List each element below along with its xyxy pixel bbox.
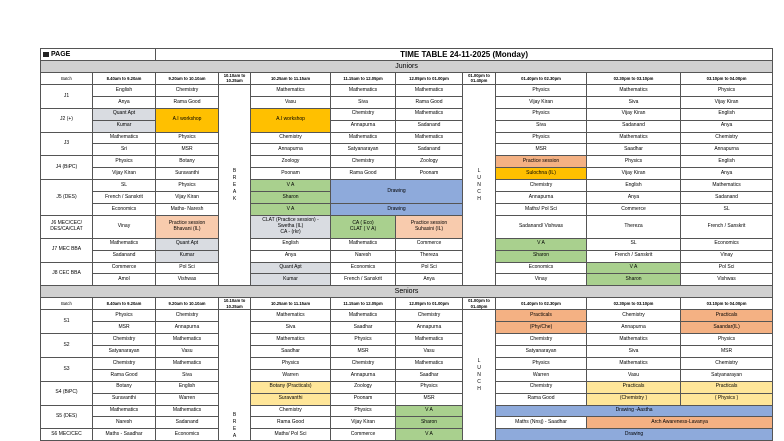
table-cell: English bbox=[681, 156, 773, 168]
table-cell: Pol Sci bbox=[396, 262, 463, 274]
col-header-p8: 03.10pm to 04.00pm bbox=[681, 298, 773, 310]
table-cell: Annapurna bbox=[156, 322, 219, 334]
lunch-column bbox=[463, 84, 496, 285]
col-header-p8: 03.10pm to 04.00pm bbox=[681, 72, 773, 84]
table-cell: Sadanand bbox=[681, 191, 773, 203]
practice-cell: Practice session Bhavani (IL) bbox=[156, 215, 219, 238]
table-cell: Siva bbox=[587, 96, 681, 108]
table-cell: French / Sanskrit bbox=[331, 274, 396, 286]
table-cell: Mathematics bbox=[396, 132, 463, 144]
table-cell: Quant Apt bbox=[156, 238, 219, 250]
col-header-p2: 9.20am to 10.10am bbox=[156, 72, 219, 84]
table-cell: Physics bbox=[496, 84, 587, 96]
table-cell: Physics bbox=[331, 405, 396, 417]
table-cell: Maths (Nnsj) - Saadhar bbox=[496, 417, 587, 429]
col-header-p4: 11.15am to 12.05pm bbox=[331, 72, 396, 84]
table-row bbox=[41, 168, 773, 180]
table-cell: French / Sanskrit bbox=[93, 191, 156, 203]
table-cell: Rama Good bbox=[156, 96, 219, 108]
title-row bbox=[41, 49, 773, 61]
table-cell: Poonam bbox=[396, 168, 463, 180]
col-header-break: 10.10am to 10.25am bbox=[219, 72, 251, 84]
table-cell: (Chemistry ) bbox=[587, 393, 681, 405]
table-cell: Satyanarayan bbox=[496, 346, 587, 358]
batch-cell: S1 bbox=[41, 310, 93, 334]
table-cell: English bbox=[587, 180, 681, 192]
table-cell: Chemistry bbox=[496, 381, 587, 393]
table-cell: Mathematics bbox=[93, 405, 156, 417]
table-cell: Suravanthi bbox=[93, 393, 156, 405]
lunch-label: L U N C H bbox=[477, 167, 481, 202]
table-cell: Botany bbox=[93, 381, 156, 393]
batch-cell: J6 MEC/CEC/ DES/CA/CLAT bbox=[41, 215, 93, 238]
col-header-batch: Batch bbox=[41, 72, 93, 84]
table-cell: Commerce bbox=[331, 429, 396, 441]
table-cell: Vasu bbox=[396, 346, 463, 358]
header-row-seniors bbox=[41, 298, 773, 310]
table-cell: Chemistry bbox=[251, 405, 331, 417]
table-cell: Mathematics bbox=[587, 357, 681, 369]
table-row bbox=[41, 215, 773, 238]
table-cell: SL bbox=[587, 238, 681, 250]
table-row bbox=[41, 238, 773, 250]
col-header-p7: 02.30pm to 03.10pm bbox=[587, 298, 681, 310]
table-row bbox=[41, 417, 773, 429]
batch-cell: J1 bbox=[41, 84, 93, 108]
table-row bbox=[41, 262, 773, 274]
col-header-break: 10.10am to 10.25am bbox=[219, 298, 251, 310]
section-title-seniors: Seniors bbox=[41, 286, 773, 298]
table-cell: V A bbox=[396, 429, 463, 441]
practice-cell: Practice session Suhasini (IL) bbox=[396, 215, 463, 238]
logo bbox=[41, 52, 155, 58]
workshop-cell: A.I workshop bbox=[156, 108, 219, 132]
table-cell: V A bbox=[587, 262, 681, 274]
table-cell: Physics bbox=[681, 334, 773, 346]
table-cell: Anya bbox=[396, 274, 463, 286]
table-row bbox=[41, 369, 773, 381]
table-cell: MSR bbox=[331, 346, 396, 358]
table-cell: Physics bbox=[156, 180, 219, 192]
table-cell: SL bbox=[93, 180, 156, 192]
break-label: B R E A K bbox=[232, 167, 237, 202]
drawing-cell: Drawing bbox=[331, 203, 463, 215]
table-cell: Sadanand bbox=[156, 417, 219, 429]
table-cell: English bbox=[156, 381, 219, 393]
page-title: TIME TABLE 24-11-2025 (Monday) bbox=[156, 49, 773, 61]
table-cell: Satyanarayan bbox=[331, 144, 396, 156]
clat-cell: CLAT (Practice session) - Swetha (IL) CA - (rkr) bbox=[251, 215, 331, 238]
col-header-p5: 12.05pm to 01.00pm bbox=[396, 298, 463, 310]
table-cell: Mathematics bbox=[251, 310, 331, 322]
table-cell: Sri bbox=[93, 144, 156, 156]
table-cell: Vijay Kiran bbox=[681, 96, 773, 108]
table-cell: Mathematics bbox=[251, 334, 331, 346]
table-cell: French / Sanskrit bbox=[587, 250, 681, 262]
break-column bbox=[219, 84, 251, 285]
table-row bbox=[41, 180, 773, 192]
table-cell: Anya bbox=[93, 96, 156, 108]
table-cell: Commerce bbox=[396, 238, 463, 250]
table-cell: Chemistry bbox=[251, 132, 331, 144]
table-cell: Kumar bbox=[251, 274, 331, 286]
table-cell: Botany bbox=[156, 156, 219, 168]
col-header-p1: 8.40am to 9.20am bbox=[93, 298, 156, 310]
table-cell: Vijay Kiran bbox=[587, 108, 681, 120]
table-cell: Siva bbox=[251, 322, 331, 334]
table-row bbox=[41, 120, 773, 132]
table-cell: French / Sanskrit bbox=[681, 215, 773, 238]
table-cell: Zoology bbox=[251, 156, 331, 168]
table-cell: Annapurna bbox=[587, 322, 681, 334]
table-row bbox=[41, 346, 773, 358]
table-cell: Maths/ Pol Sci bbox=[251, 429, 331, 441]
table-cell: Mathematics bbox=[396, 334, 463, 346]
table-cell: Mathematics bbox=[396, 84, 463, 96]
table-cell: Rama Good bbox=[93, 369, 156, 381]
table-cell: (Phy/Che) bbox=[496, 322, 587, 334]
section-row-juniors bbox=[41, 60, 773, 72]
table-cell: Mathematics bbox=[156, 405, 219, 417]
table-row bbox=[41, 310, 773, 322]
table-cell: Kumar bbox=[156, 250, 219, 262]
col-header-p6: 01.40pm to 02.30pm bbox=[496, 298, 587, 310]
table-cell: Mathematics bbox=[156, 357, 219, 369]
table-cell: V A bbox=[251, 203, 331, 215]
table-row bbox=[41, 203, 773, 215]
table-cell: Commerce bbox=[93, 262, 156, 274]
table-row bbox=[41, 322, 773, 334]
table-cell: Economics bbox=[331, 262, 396, 274]
batch-cell: J3 bbox=[41, 132, 93, 156]
table-cell: Practicals bbox=[681, 381, 773, 393]
table-cell: Vasu bbox=[156, 346, 219, 358]
arch-cell: Arch Awareness-Lavanya bbox=[587, 417, 773, 429]
table-cell: Annapurna bbox=[251, 144, 331, 156]
table-cell: Sadanand/ Vishwas bbox=[496, 215, 587, 238]
table-cell: Naresh bbox=[331, 250, 396, 262]
logo-icon bbox=[43, 52, 49, 57]
table-cell: Physics bbox=[396, 381, 463, 393]
table-cell: V A bbox=[251, 180, 331, 192]
col-header-lunch: 01.00pm to 01.40pm bbox=[463, 72, 496, 84]
table-cell: Mathematics bbox=[156, 334, 219, 346]
table-cell: Satyanarayan bbox=[93, 346, 156, 358]
table-cell: Suravanthi bbox=[156, 168, 219, 180]
table-cell: Chemistry bbox=[681, 132, 773, 144]
batch-cell: J7 MEC BBA bbox=[41, 238, 93, 262]
table-cell: Practicals bbox=[496, 310, 587, 322]
table-cell: Physics bbox=[93, 156, 156, 168]
col-header-p3: 10.25am to 11.15am bbox=[251, 298, 331, 310]
table-row bbox=[41, 250, 773, 262]
table-cell: Sadanand bbox=[587, 120, 681, 132]
table-row bbox=[41, 84, 773, 96]
table-cell: Anya bbox=[587, 191, 681, 203]
table-cell: Warren bbox=[496, 369, 587, 381]
table-cell: Mathematics bbox=[587, 132, 681, 144]
table-cell: Warren bbox=[251, 369, 331, 381]
table-cell: Anya bbox=[251, 250, 331, 262]
table-cell: Saadhar bbox=[251, 346, 331, 358]
logo-text: PAGE bbox=[51, 50, 71, 58]
table-cell: V A bbox=[396, 405, 463, 417]
table-cell: Siva bbox=[587, 346, 681, 358]
table-cell: Poonam bbox=[251, 168, 331, 180]
col-header-p5: 12.05pm to 01.00pm bbox=[396, 72, 463, 84]
table-cell: Physics bbox=[251, 357, 331, 369]
table-cell: Vijay Kiran bbox=[156, 191, 219, 203]
drawing-cell: Drawing -Aastha bbox=[496, 405, 773, 417]
table-cell: Chemistry bbox=[587, 310, 681, 322]
table-cell: Rama Good bbox=[331, 168, 396, 180]
timetable-sheet bbox=[40, 48, 772, 441]
table-cell: Annapurna bbox=[681, 144, 773, 156]
table-cell: Mathematics bbox=[331, 238, 396, 250]
col-header-p3: 10.25am to 11.15am bbox=[251, 72, 331, 84]
table-cell: Zoology bbox=[331, 381, 396, 393]
col-header-p2: 9.20am to 10.10am bbox=[156, 298, 219, 310]
table-cell: Physics bbox=[331, 334, 396, 346]
batch-cell: S4 (BiPC) bbox=[41, 381, 93, 405]
table-cell: Economics bbox=[681, 238, 773, 250]
table-cell: Warren bbox=[156, 393, 219, 405]
table-cell: Annapurna bbox=[496, 191, 587, 203]
table-cell: Physics bbox=[496, 357, 587, 369]
table-cell: Chemistry bbox=[331, 156, 396, 168]
table-cell: Annapurna bbox=[331, 120, 396, 132]
table-cell: Maths/ Pol Sci bbox=[496, 203, 587, 215]
table-cell: Chemistry bbox=[93, 334, 156, 346]
table-row bbox=[41, 381, 773, 393]
batch-cell: J8 CEC BBA bbox=[41, 262, 93, 286]
table-cell: MSR bbox=[93, 322, 156, 334]
table-cell: Annapurna bbox=[396, 322, 463, 334]
table-cell: Sadanand bbox=[396, 120, 463, 132]
table-cell: Siva bbox=[331, 96, 396, 108]
table-cell: Anya bbox=[681, 120, 773, 132]
table-row bbox=[41, 132, 773, 144]
col-header-p1: 8.40am to 9.20am bbox=[93, 72, 156, 84]
table-cell: Mathematics bbox=[331, 310, 396, 322]
table-cell: Mathematics bbox=[93, 238, 156, 250]
table-cell: Sadanand bbox=[396, 144, 463, 156]
table-cell: Sharon bbox=[496, 250, 587, 262]
table-cell: Vishwas bbox=[156, 274, 219, 286]
logo-cell bbox=[41, 49, 156, 61]
timetable bbox=[40, 48, 773, 441]
col-header-lunch: 01.00pm to 01.40pm bbox=[463, 298, 496, 310]
table-cell: Sharon bbox=[396, 417, 463, 429]
table-cell: Vijay Kiran bbox=[331, 417, 396, 429]
table-cell: Chemistry bbox=[331, 108, 396, 120]
table-cell: Economics bbox=[93, 203, 156, 215]
table-cell: Satyanarayan bbox=[681, 369, 773, 381]
table-cell: Zoology bbox=[396, 156, 463, 168]
table-cell: V A bbox=[496, 238, 587, 250]
table-cell: Anya bbox=[681, 168, 773, 180]
table-cell: Maths - Saadhar bbox=[93, 429, 156, 441]
drawing-cell: Drawing bbox=[331, 180, 463, 204]
table-cell: Mathematics bbox=[396, 357, 463, 369]
table-cell: Vishwas bbox=[681, 274, 773, 286]
batch-cell: S3 bbox=[41, 357, 93, 381]
table-row bbox=[41, 156, 773, 168]
table-cell: Poonam bbox=[331, 393, 396, 405]
table-cell: Annapurna bbox=[331, 369, 396, 381]
table-cell: Saadhar bbox=[587, 144, 681, 156]
table-cell: Chemistry bbox=[396, 310, 463, 322]
table-row bbox=[41, 429, 773, 441]
table-cell: Saadhar bbox=[396, 369, 463, 381]
table-cell: Amol bbox=[93, 274, 156, 286]
col-header-batch: Batch bbox=[41, 298, 93, 310]
table-row bbox=[41, 96, 773, 108]
drawing-cell: Drawing bbox=[496, 429, 773, 441]
table-cell: Chemistry bbox=[496, 334, 587, 346]
table-cell: Pol Sci bbox=[681, 262, 773, 274]
table-cell: Chemistry bbox=[681, 357, 773, 369]
table-cell: English bbox=[251, 238, 331, 250]
table-cell: Mathematics bbox=[331, 84, 396, 96]
batch-cell: J5 (DES) bbox=[41, 180, 93, 216]
section-title-juniors: Juniors bbox=[41, 60, 773, 72]
table-cell: Saadhar bbox=[331, 322, 396, 334]
table-cell: Physics bbox=[587, 156, 681, 168]
table-cell: Sharon bbox=[251, 191, 331, 203]
table-cell: Vijay Kiran bbox=[496, 96, 587, 108]
table-cell: Mathematics bbox=[396, 108, 463, 120]
table-cell: Quant Apt bbox=[251, 262, 331, 274]
table-cell: ( Physics ) bbox=[681, 393, 773, 405]
table-cell: Chemistry bbox=[156, 84, 219, 96]
col-header-p7: 02.30pm to 03.10pm bbox=[587, 72, 681, 84]
table-cell: Mathematics bbox=[587, 334, 681, 346]
table-cell: MSR bbox=[496, 144, 587, 156]
lunch-label: L U N C H bbox=[477, 357, 481, 392]
table-cell: Practicals bbox=[681, 310, 773, 322]
table-cell: Vinay bbox=[93, 215, 156, 238]
table-cell: Chemistry bbox=[156, 310, 219, 322]
table-cell: Commerce bbox=[587, 203, 681, 215]
table-cell: Vinay bbox=[681, 250, 773, 262]
table-cell: MSR bbox=[681, 346, 773, 358]
table-row bbox=[41, 274, 773, 286]
table-cell: Vinay bbox=[496, 274, 587, 286]
break-label: B R E A bbox=[232, 412, 237, 440]
table-cell: Physics bbox=[496, 132, 587, 144]
table-cell: Vasu bbox=[251, 96, 331, 108]
batch-cell: J2 (+) bbox=[41, 108, 93, 132]
table-cell: Practice session bbox=[496, 156, 587, 168]
table-cell: Chemistry bbox=[93, 357, 156, 369]
table-cell: Practicals bbox=[587, 381, 681, 393]
table-cell: Physics bbox=[93, 310, 156, 322]
table-cell: Mathematics bbox=[681, 180, 773, 192]
batch-cell: S2 bbox=[41, 334, 93, 358]
table-cell: Naresh bbox=[93, 417, 156, 429]
table-cell: Vijay Kiran bbox=[93, 168, 156, 180]
table-cell: Vasu bbox=[587, 369, 681, 381]
table-cell: Siva bbox=[496, 120, 587, 132]
table-cell: Rama Good bbox=[496, 393, 587, 405]
table-cell: Mathematics bbox=[93, 132, 156, 144]
table-cell: Siva bbox=[156, 369, 219, 381]
batch-cell: S5 (DES) bbox=[41, 405, 93, 429]
table-cell: English bbox=[681, 108, 773, 120]
table-cell: Sadanand bbox=[93, 250, 156, 262]
table-cell: Mathematics bbox=[251, 84, 331, 96]
table-cell: Quant Apt bbox=[93, 108, 156, 120]
table-cell: Economics bbox=[496, 262, 587, 274]
table-cell: Physics bbox=[496, 108, 587, 120]
table-cell: MSR bbox=[156, 144, 219, 156]
ca-clat-cell: CA ( Eco) CLAT ( V A) bbox=[331, 215, 396, 238]
table-cell: Sulochna (IL) bbox=[496, 168, 587, 180]
table-cell: Kumar bbox=[93, 120, 156, 132]
table-row bbox=[41, 334, 773, 346]
table-row bbox=[41, 108, 773, 120]
lunch-column bbox=[463, 310, 496, 441]
table-cell: SL bbox=[681, 203, 773, 215]
section-row-seniors bbox=[41, 286, 773, 298]
table-row bbox=[41, 393, 773, 405]
header-row-juniors bbox=[41, 72, 773, 84]
table-cell: English bbox=[93, 84, 156, 96]
table-cell: Physics bbox=[156, 132, 219, 144]
table-cell: Botany (Practicals) bbox=[251, 381, 331, 393]
table-cell: Economics bbox=[156, 429, 219, 441]
table-row bbox=[41, 357, 773, 369]
table-cell: Mathematics bbox=[587, 84, 681, 96]
table-cell: Chemistry bbox=[496, 180, 587, 192]
table-cell: Rama Good bbox=[396, 96, 463, 108]
table-row bbox=[41, 405, 773, 417]
table-cell: Pol Sci bbox=[156, 262, 219, 274]
table-row bbox=[41, 144, 773, 156]
table-cell: Rama Good bbox=[251, 417, 331, 429]
table-cell: Thereza bbox=[587, 215, 681, 238]
batch-cell: S6 MEC/CEC bbox=[41, 429, 93, 441]
table-cell: Physics bbox=[681, 84, 773, 96]
table-cell: Mathematics bbox=[331, 132, 396, 144]
table-cell: Saandar(IL) bbox=[681, 322, 773, 334]
table-cell: Vijay Kiran bbox=[587, 168, 681, 180]
batch-cell: J4 (BiPC) bbox=[41, 156, 93, 180]
table-cell: Suravanthi bbox=[251, 393, 331, 405]
workshop-cell: A.I workshop bbox=[251, 108, 331, 132]
table-cell: MSR bbox=[396, 393, 463, 405]
col-header-p4: 11.15am to 12.05pm bbox=[331, 298, 396, 310]
table-cell: Thereza bbox=[396, 250, 463, 262]
col-header-p6: 01.40pm to 02.30pm bbox=[496, 72, 587, 84]
break-column bbox=[219, 310, 251, 441]
table-cell: Sharon bbox=[587, 274, 681, 286]
table-cell: Chemistry bbox=[331, 357, 396, 369]
table-cell: Maths- Naresh bbox=[156, 203, 219, 215]
